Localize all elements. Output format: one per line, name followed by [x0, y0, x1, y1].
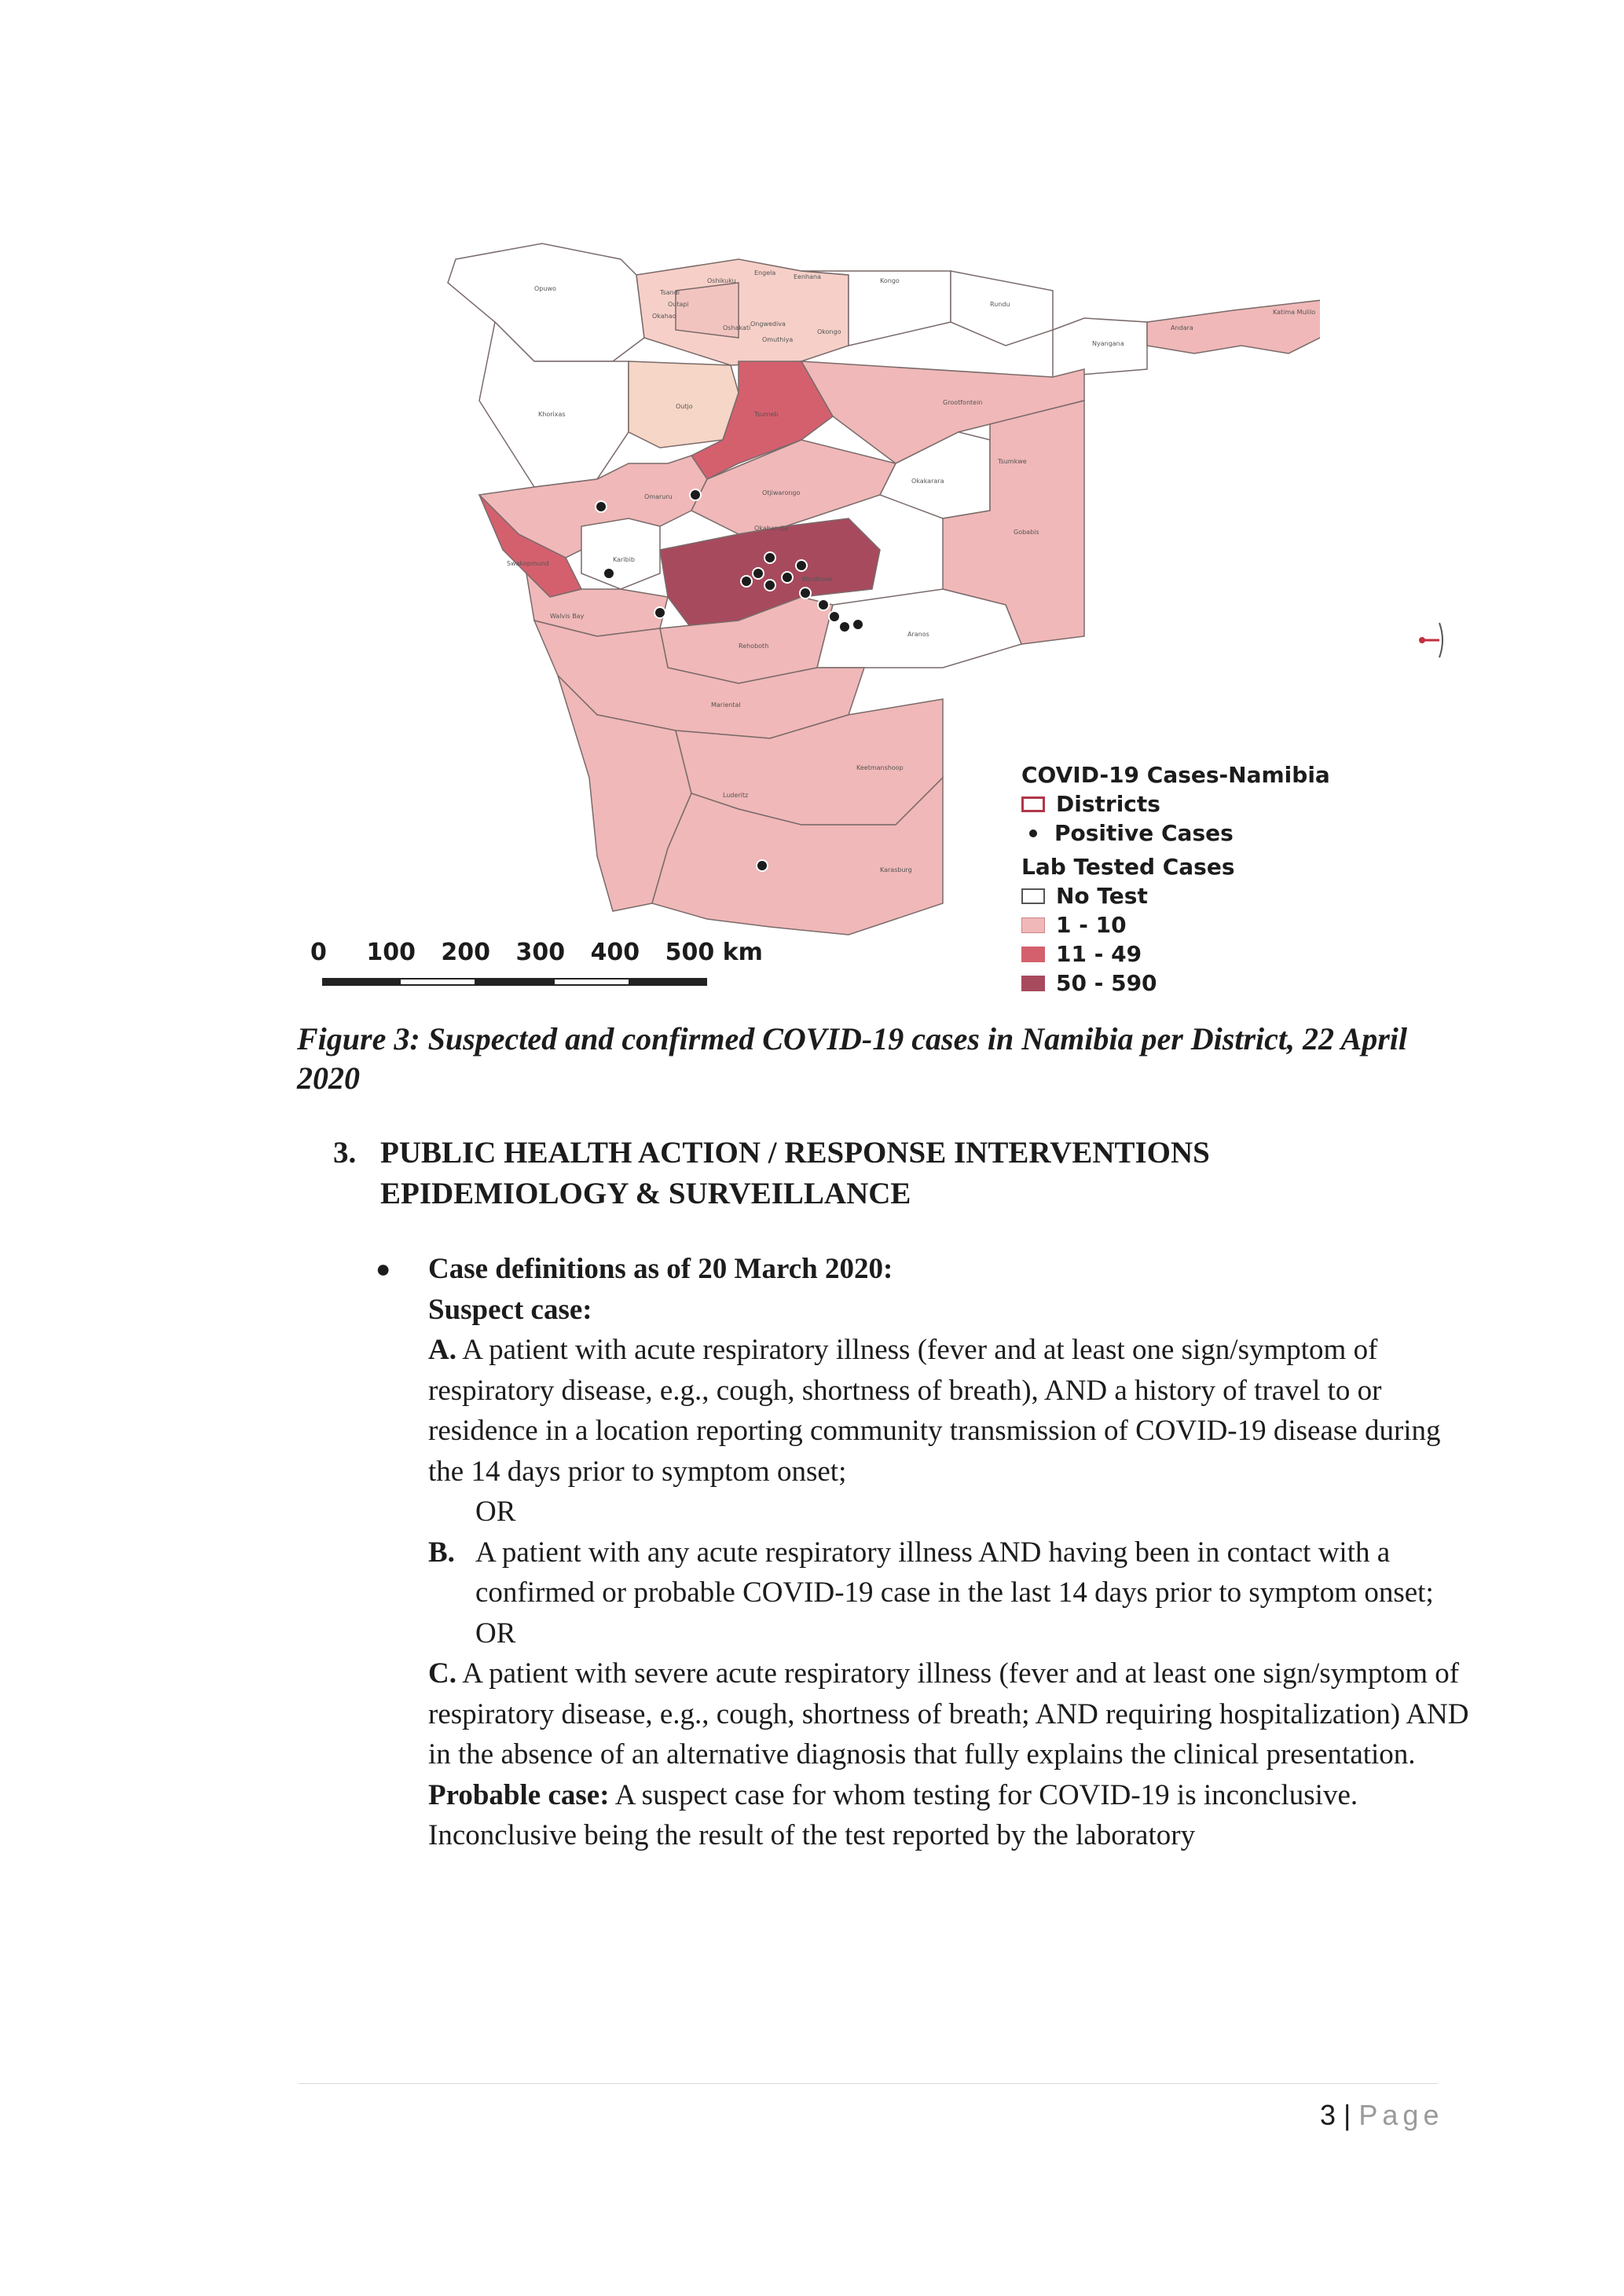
label-engela: Engela — [754, 269, 776, 276]
b-label: B. — [428, 1536, 455, 1569]
or-2: OR — [475, 1617, 516, 1650]
legend-positive-row — [1021, 818, 1330, 848]
district-opuwo — [448, 244, 644, 361]
legend-class-row — [1021, 910, 1330, 939]
probable-text: A suspect case for whom testing for COVID-19 is inconclusive. Inconclusive being the result of the test reported by the laboratory — [428, 1778, 1358, 1851]
district-nyangana — [1053, 318, 1147, 377]
label-katima: Katima Mulilo — [1273, 309, 1316, 316]
label-andara: Andara — [1171, 324, 1193, 331]
label-okahao: Okahao — [652, 313, 676, 320]
bullet-icon: ● — [376, 1254, 391, 1283]
legend-class-label: 50 - 590 — [1056, 970, 1157, 996]
legend-class-label: 1 - 10 — [1056, 912, 1127, 938]
label-gobabis: Gobabis — [1014, 529, 1039, 536]
section-heading — [333, 1133, 1210, 1214]
case-dot — [829, 611, 840, 622]
legend-class-label: No Test — [1056, 883, 1148, 909]
districts-swatch — [1021, 796, 1045, 812]
case-dot — [764, 552, 775, 563]
a-label: A. — [428, 1334, 456, 1366]
label-outapi: Outapi — [668, 301, 689, 308]
case-dot — [796, 560, 807, 571]
definition-a — [428, 1330, 1477, 1492]
probable-definition — [428, 1775, 1477, 1856]
label-swakopmund: Swakopmund — [507, 560, 549, 567]
page-number: 3 — [1320, 2099, 1336, 2131]
legend-class-row — [1021, 881, 1330, 910]
definition-b — [428, 1532, 1477, 1613]
district-rundu — [951, 271, 1053, 346]
case-dot — [782, 572, 793, 583]
b-text: A patient with any acute respiratory illness AND having been in contact with a confirmed or probable COVID-19 case in the last 14 days prior to symptom onset; — [475, 1536, 1434, 1609]
label-grootfontein: Grootfontein — [943, 399, 983, 406]
case-definitions — [377, 1249, 1477, 1856]
label-opuwo: Opuwo — [534, 285, 556, 292]
scale-label: 0 — [310, 939, 327, 966]
case-dot — [764, 580, 775, 591]
case-dot — [753, 568, 764, 579]
scale-label: 300 — [515, 939, 566, 966]
label-oshikuku: Oshikuku — [707, 277, 736, 284]
class-11-49-swatch — [1021, 947, 1045, 962]
case-dot — [800, 588, 811, 599]
case-dot — [818, 599, 829, 610]
section-title-line2: EPIDEMIOLOGY & SURVEILLANCE — [380, 1177, 911, 1210]
label-nyangana: Nyangana — [1092, 340, 1124, 347]
label-tsumeb: Tsumeb — [754, 411, 779, 418]
probable-heading: Probable case: — [428, 1778, 610, 1811]
label-rehoboth: Rehoboth — [739, 643, 769, 650]
section-number: 3. — [333, 1136, 357, 1170]
no-test-swatch — [1021, 888, 1045, 904]
scale-label: 500 km — [665, 939, 763, 966]
label-rundu: Rundu — [990, 301, 1010, 308]
legend-positive-label: Positive Cases — [1054, 820, 1234, 846]
label-keetmanshoop: Keetmanshoop — [856, 764, 904, 771]
label-tsumkwe: Tsumkwe — [998, 458, 1027, 465]
label-kongo: Kongo — [880, 277, 900, 284]
label-karibib: Karibib — [613, 556, 635, 563]
label-luderitz: Luderitz — [723, 792, 749, 799]
a-text: A patient with acute respiratory illness (fever and at least one sign/symptom of respiratory disease, e.g., cough, shortness of breath), AND a history of travel to or residence in a location reporting community transmission of COVID-19 disease during the 14 days prior to symptom onset; — [428, 1334, 1441, 1488]
scale-bar — [322, 978, 707, 986]
label-okakarara: Okakarara — [911, 478, 944, 485]
label-okahandja: Okahandja — [754, 525, 788, 532]
scale-label: 100 — [366, 939, 416, 966]
label-okongo: Okongo — [817, 328, 841, 335]
label-karasburg: Karasburg — [880, 866, 912, 873]
section-title-line1: PUBLIC HEALTH ACTION / RESPONSE INTERVENTIONS — [380, 1136, 1210, 1170]
bullet-heading: Case definitions as of 20 March 2020: — [428, 1253, 893, 1285]
footer-divider — [299, 2083, 1438, 2084]
or-1: OR — [475, 1496, 516, 1528]
case-dot — [603, 568, 614, 579]
label-windhoek: Windhoek — [801, 576, 833, 583]
legend-lab-title: Lab Tested Cases — [1021, 854, 1235, 880]
legend-class-row — [1021, 939, 1330, 969]
label-otjiwarongo: Otjiwarongo — [762, 489, 801, 496]
label-khorixas: Khorixas — [538, 411, 566, 418]
class-1-10-swatch — [1021, 917, 1045, 933]
label-omuthiya: Omuthiya — [762, 336, 794, 343]
scale-label: 400 — [590, 939, 640, 966]
case-dot — [596, 501, 607, 512]
positive-dot-icon — [1029, 829, 1037, 837]
figure-caption: Figure 3: Suspected and confirmed COVID-19 cases in Namibia per District, 22 April 2020 — [297, 1021, 1408, 1096]
page-word: Page — [1358, 2099, 1444, 2131]
legend-districts-row — [1021, 789, 1330, 818]
margin-mark-icon — [1414, 617, 1454, 664]
scale-label: 200 — [441, 939, 491, 966]
district-karibib — [581, 518, 660, 589]
page-separator: | — [1336, 2099, 1359, 2131]
case-dot — [654, 607, 665, 618]
label-mariental: Mariental — [711, 701, 741, 709]
legend-title: COVID-19 Cases-Namibia — [1021, 762, 1330, 788]
map-legend — [1021, 760, 1330, 998]
label-ongwediva: Ongwediva — [750, 320, 786, 328]
case-dot — [852, 619, 863, 630]
case-dot — [741, 576, 752, 587]
label-aranos: Aranos — [907, 631, 929, 638]
legend-districts-label: Districts — [1056, 791, 1160, 817]
label-walvis-bay: Walvis Bay — [550, 613, 585, 620]
definition-c — [428, 1653, 1477, 1775]
case-dot — [757, 860, 768, 871]
label-outjo: Outjo — [676, 403, 693, 410]
legend-class-row — [1021, 969, 1330, 998]
case-dot — [839, 621, 850, 632]
page-footer — [1320, 2099, 1443, 2132]
case-dot — [690, 489, 701, 500]
suspect-heading: Suspect case: — [428, 1293, 592, 1326]
class-50-590-swatch — [1021, 976, 1045, 991]
scale-labels — [310, 939, 763, 966]
c-text: A patient with severe acute respiratory illness (fever and at least one sign/symptom of respiratory disease, e.g., cough, shortness of breath; AND requiring hospitalization) AND in the absence of an alternative diagnosis that fully explains the clinical presentation. — [428, 1657, 1469, 1771]
label-eenhana: Eenhana — [794, 273, 821, 280]
label-omaruru: Omaruru — [644, 493, 673, 500]
c-label: C. — [428, 1657, 456, 1690]
label-oshakati: Oshakati — [723, 324, 751, 331]
legend-class-label: 11 - 49 — [1056, 941, 1142, 967]
label-tsandi: Tsandi — [660, 289, 680, 296]
